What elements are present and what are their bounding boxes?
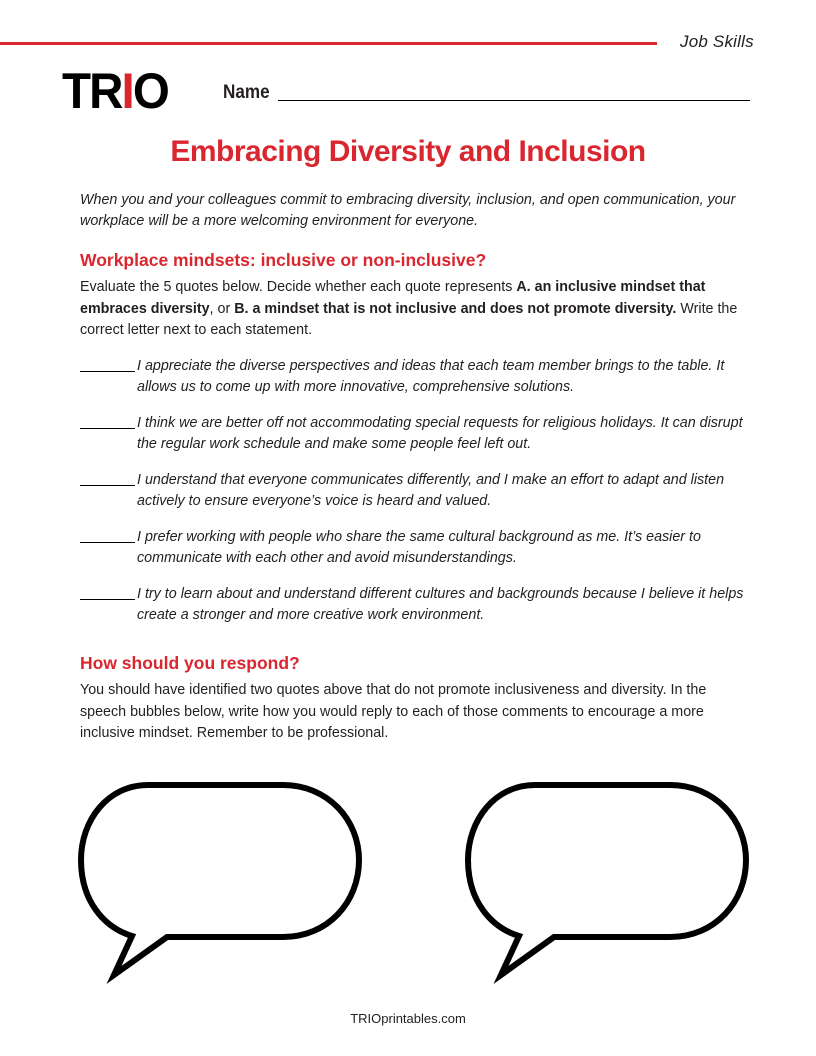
quote-text: I prefer working with people who share the same cultural background as me. It’s easier to communicate with each other and avoid misunderstandings. <box>137 529 701 566</box>
answer-blank[interactable] <box>80 527 135 543</box>
respond-paragraph: You should have identified two quotes above that do not promote inclusiveness and diversity. In the speech bubbles below, write how you would reply to each of those comments to encourage a more inclusive mindset. Remember to be professional. <box>80 682 707 741</box>
trio-logo <box>62 63 168 119</box>
answer-blank[interactable] <box>80 356 135 372</box>
logo-text-tr: TR <box>62 63 122 119</box>
instructions-text: , or <box>209 300 235 317</box>
name-label: Name <box>223 82 270 103</box>
instructions-paragraph <box>80 277 750 342</box>
quote-item <box>80 527 760 569</box>
header-rule <box>0 42 657 45</box>
quote-text: I try to learn about and understand different cultures and backgrounds because I believe it helps create a stronger and more creative work environment. <box>137 586 744 623</box>
quote-item <box>80 584 760 626</box>
page-title: Embracing Diversity and Inclusion <box>170 135 646 168</box>
answer-blank[interactable] <box>80 413 135 429</box>
answer-blank[interactable] <box>80 584 135 600</box>
instructions-text: Write the correct letter next to each statement. <box>80 300 738 338</box>
speech-bubble-1[interactable] <box>78 780 363 985</box>
section-heading-respond: How should you respond? <box>80 653 300 673</box>
option-b-text: B. a mindset that is not inclusive and does not promote diversity. <box>234 300 677 317</box>
footer-url: TRIOprintables.com <box>350 1011 466 1026</box>
quote-item <box>80 470 760 512</box>
quote-item <box>80 413 760 455</box>
intro-paragraph: When you and your colleagues commit to embracing diversity, inclusion, and open communication, your workplace will be a more welcoming environment for everyone. <box>80 192 736 229</box>
instructions-text: Evaluate the 5 quotes below. Decide whether each quote represents <box>80 279 517 295</box>
section-heading-mindsets: Workplace mindsets: inclusive or non-inclusive? <box>80 250 487 270</box>
quote-item <box>80 356 760 398</box>
speech-bubble-2[interactable] <box>465 780 750 985</box>
speech-bubble-icon <box>468 785 746 975</box>
answer-blank[interactable] <box>80 470 135 486</box>
quote-text: I think we are better off not accommodating special requests for religious holidays. It can disrupt the regular work schedule and make some people feel left out. <box>137 415 743 452</box>
quote-text: I understand that everyone communicates differently, and I make an effort to adapt and listen actively to ensure everyone’s voice is heard and valued. <box>137 472 725 509</box>
name-field[interactable] <box>278 100 750 101</box>
option-a-text: A. an inclusive mindset that embraces diversity <box>80 279 706 317</box>
category-label: Job Skills <box>680 32 754 51</box>
speech-bubble-icon <box>81 785 359 975</box>
logo-text-i: I <box>121 63 133 119</box>
logo-text-o: O <box>132 63 168 119</box>
quote-text: I appreciate the diverse perspectives and ideas that each team member brings to the table. It allows us to come up with more innovative, comprehensive solutions. <box>137 358 725 395</box>
